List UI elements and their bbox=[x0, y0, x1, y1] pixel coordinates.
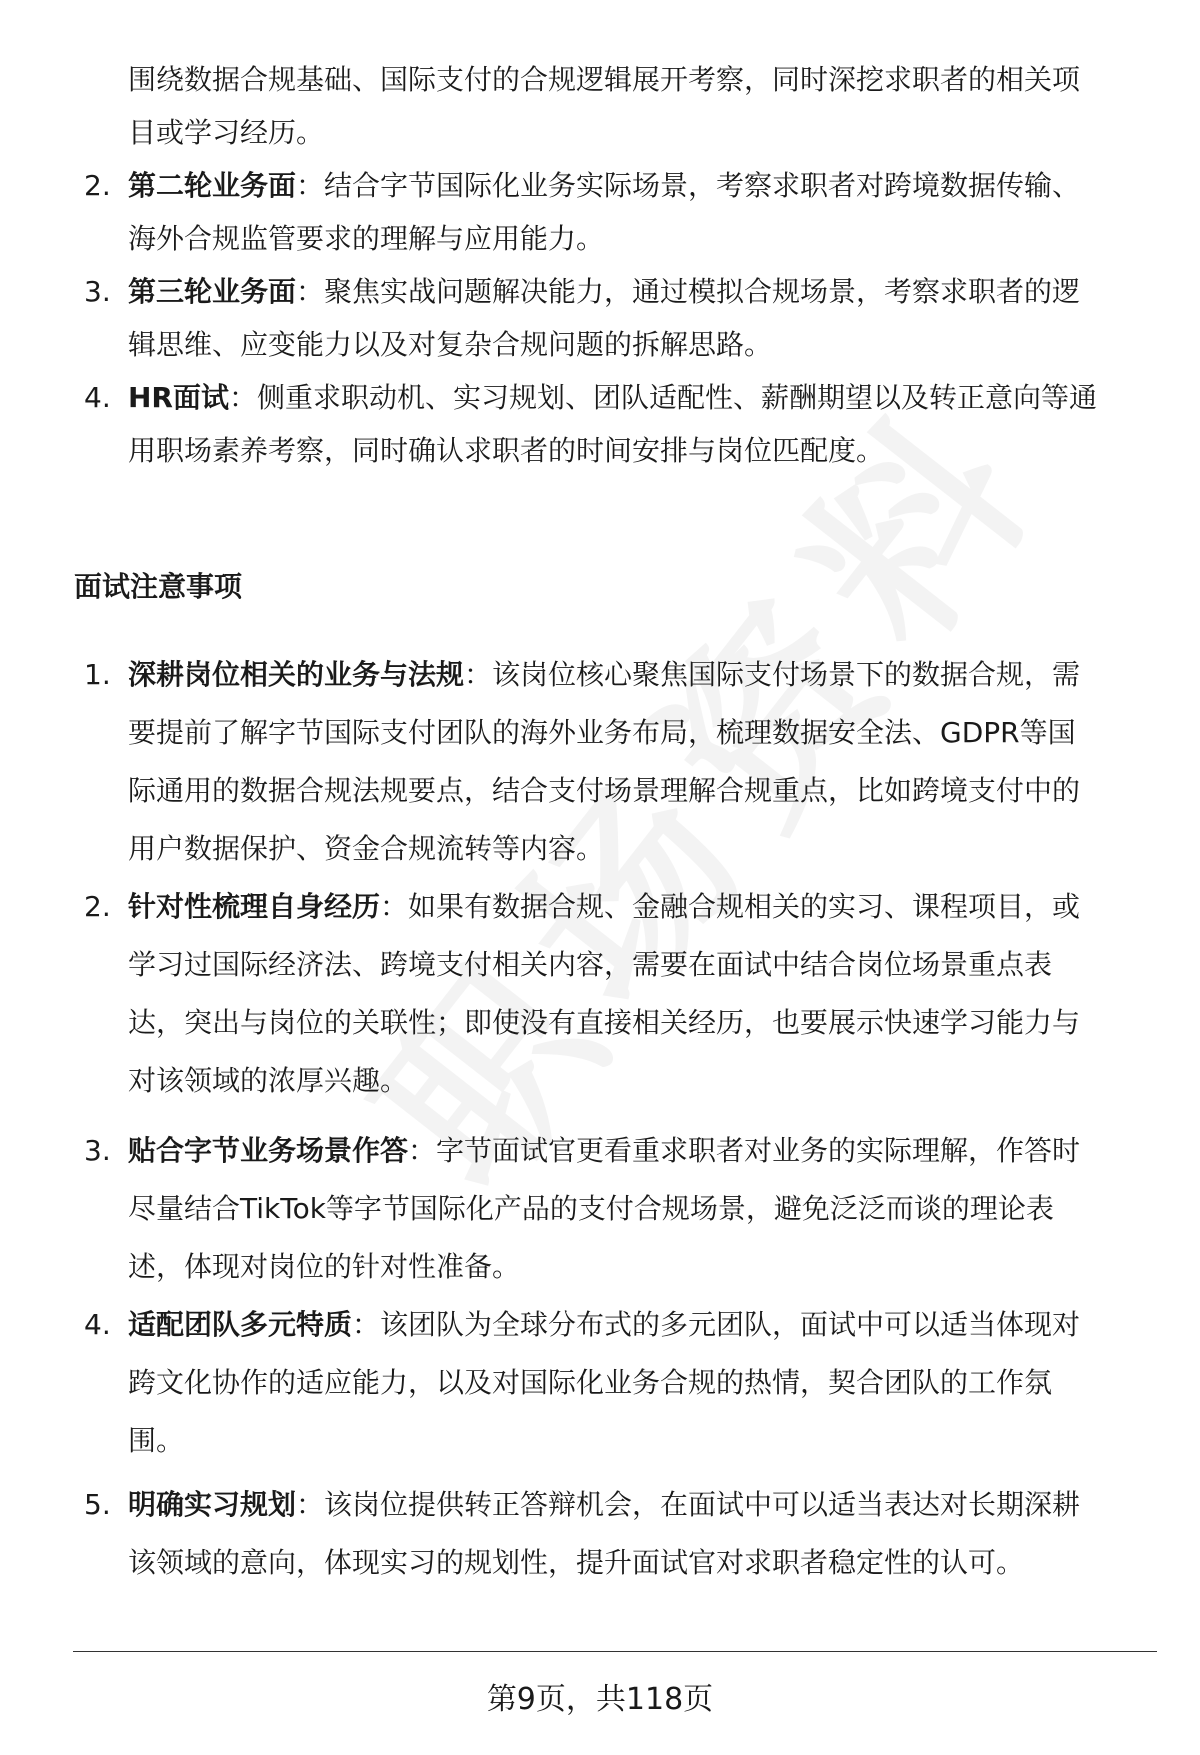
list-item-text: 该岗位核心聚焦国际支付场景下的数据合规，需 bbox=[492, 658, 1081, 691]
list-item-line: 用户数据保护、资金合规流转等内容。 bbox=[128, 832, 605, 865]
section-title: 面试注意事项 bbox=[74, 570, 243, 603]
list-item-line bbox=[128, 166, 1080, 206]
list-number: 5. bbox=[84, 1488, 111, 1521]
intro-line-1: 围绕数据合规基础、国际支付的合规逻辑展开考察，同时深挖求职者的相关项 bbox=[128, 63, 1081, 96]
list-item-line bbox=[128, 887, 1080, 927]
list-item-separator: ： bbox=[464, 658, 493, 691]
list-item-text: 结合字节国际化业务实际场景，考察求职者对跨境数据传输、 bbox=[324, 169, 1081, 202]
list-item-line: 对该领域的浓厚兴趣。 bbox=[128, 1064, 409, 1097]
list-item-line: 学习过国际经济法、跨境支付相关内容，需要在面试中结合岗位场景重点表 bbox=[128, 948, 1053, 981]
list-item-line: 辑思维、应变能力以及对复杂合规问题的拆解思路。 bbox=[128, 328, 773, 361]
list-item-line bbox=[128, 1305, 1080, 1345]
list-item-line bbox=[128, 655, 1080, 695]
list-item-line: 用职场素养考察，同时确认求职者的时间安排与岗位匹配度。 bbox=[128, 434, 885, 467]
list-item-line: 海外合规监管要求的理解与应用能力。 bbox=[128, 222, 605, 255]
list-number: 3. bbox=[84, 275, 111, 308]
list-item-title: 针对性梳理自身经历 bbox=[128, 890, 381, 923]
list-item-separator: ： bbox=[352, 1308, 381, 1341]
list-number: 2. bbox=[84, 890, 111, 923]
list-item-separator: ： bbox=[296, 275, 325, 308]
list-item-line: 际通用的数据合规法规要点，结合支付场景理解合规重点，比如跨境支付中的 bbox=[128, 774, 1081, 807]
list-item-text: 侧重求职动机、实习规划、团队适配性、薪酬期望以及转正意向等通 bbox=[257, 381, 1098, 414]
list-number: 1. bbox=[84, 658, 111, 691]
list-item-title: 第二轮业务面 bbox=[128, 169, 297, 202]
list-item-line: 要提前了解字节国际支付团队的海外业务布局，梳理数据安全法、GDPR等国 bbox=[128, 716, 1076, 749]
list-item-line bbox=[128, 378, 1097, 418]
list-item-line bbox=[128, 1131, 1080, 1171]
list-item-separator: ： bbox=[229, 381, 258, 414]
list-item-line: 围。 bbox=[128, 1424, 185, 1457]
list-item-title: 第三轮业务面 bbox=[128, 275, 297, 308]
list-item-text: 该岗位提供转正答辩机会，在面试中可以适当表达对长期深耕 bbox=[324, 1488, 1081, 1521]
list-item-line bbox=[128, 272, 1080, 312]
list-item-title: 深耕岗位相关的业务与法规 bbox=[128, 658, 465, 691]
list-item-line: 该领域的意向，体现实习的规划性，提升面试官对求职者稳定性的认可。 bbox=[128, 1546, 1025, 1579]
list-item-text: 如果有数据合规、金融合规相关的实习、课程项目，或 bbox=[408, 890, 1081, 923]
list-item-title: HR面试 bbox=[128, 381, 229, 414]
list-number: 4. bbox=[84, 381, 111, 414]
list-item-title: 贴合字节业务场景作答 bbox=[128, 1134, 409, 1167]
list-item-line: 尽量结合TikTok等字节国际化产品的支付合规场景，避免泛泛而谈的理论表 bbox=[128, 1192, 1054, 1225]
list-item-text: 字节面试官更看重求职者对业务的实际理解，作答时 bbox=[436, 1134, 1081, 1167]
list-item-title: 明确实习规划 bbox=[128, 1488, 297, 1521]
intro-line-2: 目或学习经历。 bbox=[128, 116, 325, 149]
page-number: 第9页，共118页 bbox=[486, 1682, 714, 1717]
list-number: 3. bbox=[84, 1134, 111, 1167]
list-item-line: 跨文化协作的适应能力，以及对国际化业务合规的热情，契合团队的工作氛 bbox=[128, 1366, 1053, 1399]
footer-divider bbox=[73, 1651, 1157, 1652]
list-item-separator: ： bbox=[380, 890, 409, 923]
list-item-text: 该团队为全球分布式的多元团队，面试中可以适当体现对 bbox=[380, 1308, 1081, 1341]
list-item-title: 适配团队多元特质 bbox=[128, 1308, 353, 1341]
list-item-line bbox=[128, 1485, 1080, 1525]
list-item-line: 述，体现对岗位的针对性准备。 bbox=[128, 1250, 521, 1283]
list-number: 2. bbox=[84, 169, 111, 202]
list-number: 4. bbox=[84, 1308, 111, 1341]
list-item-separator: ： bbox=[408, 1134, 437, 1167]
list-item-separator: ： bbox=[296, 1488, 325, 1521]
list-item-separator: ： bbox=[296, 169, 325, 202]
list-item-text: 聚焦实战问题解决能力，通过模拟合规场景，考察求职者的逻 bbox=[324, 275, 1081, 308]
list-item-line: 达，突出与岗位的关联性；即使没有直接相关经历，也要展示快速学习能力与 bbox=[128, 1006, 1081, 1039]
